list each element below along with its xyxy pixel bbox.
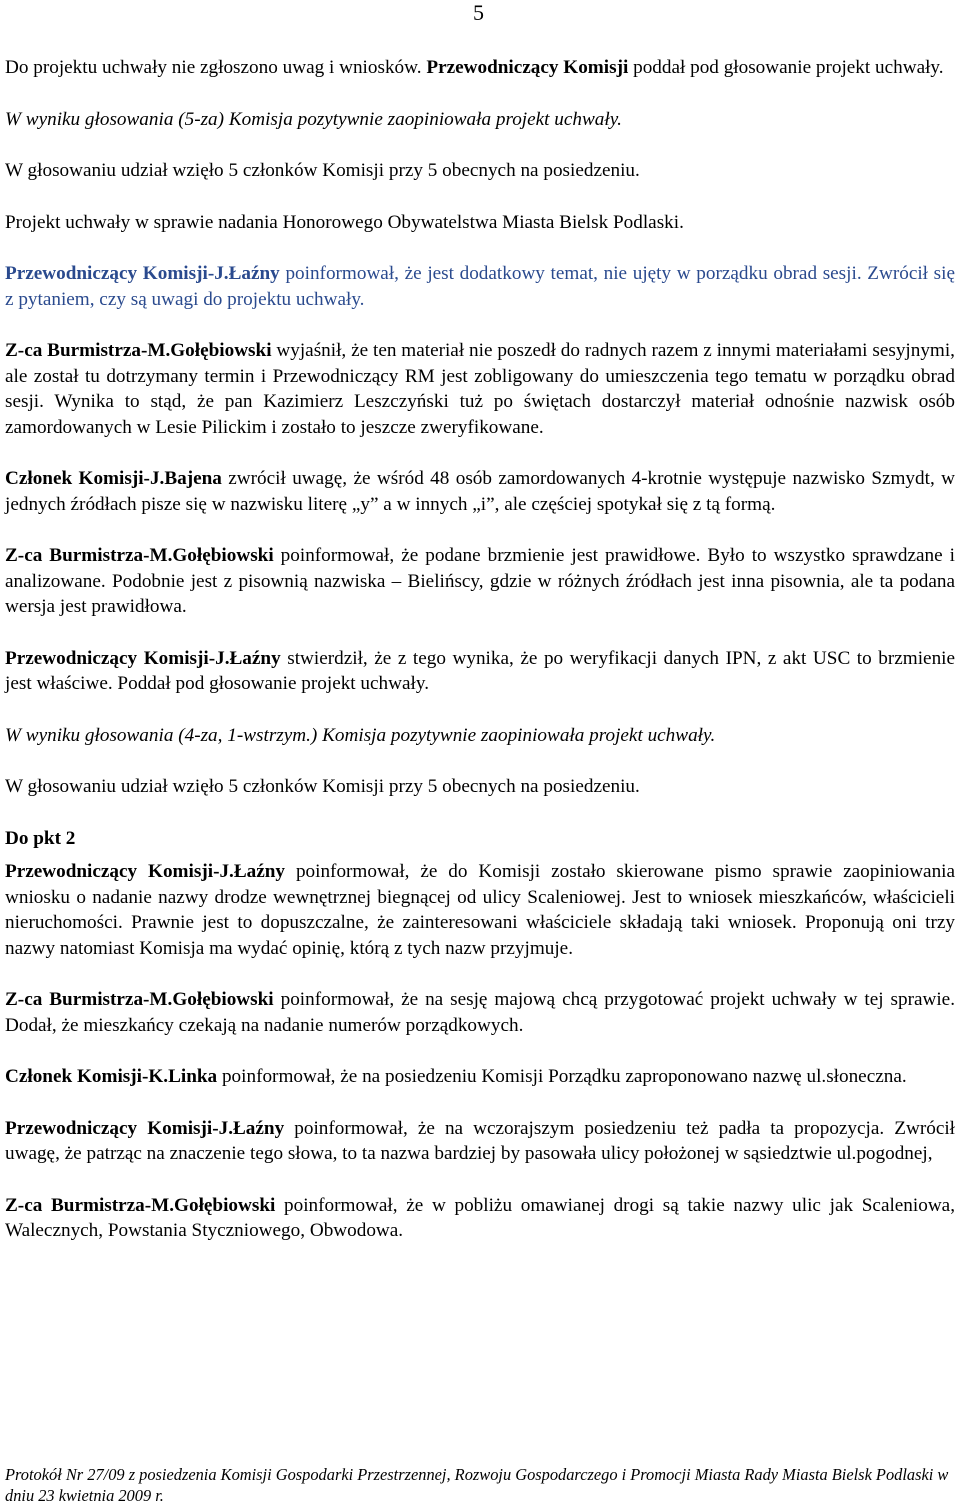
speaker-name: Przewodniczący Komisji-J.Łaźny (5, 647, 281, 669)
paragraph-5 (5, 261, 955, 312)
voting-attendance-1: W głosowaniu udział wzięło 5 członków Komisji przy 5 obecnych na posiedzeniu. (5, 160, 640, 181)
speaker-name: Członek Komisji-K.Linka (5, 1066, 218, 1087)
paragraph-1-rest: poddał pod głosowanie projekt uchwały. (628, 57, 944, 78)
voting-attendance-2: W głosowaniu udział wzięło 5 członków Komisji przy 5 obecnych na posiedzeniu. (5, 776, 640, 797)
paragraph-5-text: poinformował, że jest dodatkowy temat, nie ujęty w porządku obrad sesji. Zwrócił się z pytaniem, czy są uwagi do projektu uchwały. (5, 263, 955, 310)
speaker-name: Przewodniczący Komisji-J.Łaźny (5, 263, 280, 284)
paragraph-15 (5, 1116, 955, 1167)
voting-result-2: W wyniku głosowania (4-za, 1-wstrzym.) Komisja pozytywnie zaopiniowała projekt uchwały. (5, 724, 716, 746)
paragraph-16-text: poinformował, że w pobliżu omawianej drogi są takie nazwy ulic jak Scaleniowa, Walecznych, Powstania Styczniowego, Obwodowa. (5, 1194, 955, 1241)
paragraph-13-text: poinformował, że na sesję majową chcą przygotować projekt uchwały w tej sprawie. Dodał, że mieszkańcy czekają na nadanie numerów porządkowych. (5, 989, 955, 1036)
voting-result-1: W wyniku głosowania (5-za) Komisja pozytywnie zaopiniowała projekt uchwały. (5, 108, 622, 130)
paragraph-1-text: Do projektu uchwały nie zgłoszono uwag i wniosków. (5, 57, 427, 78)
section-heading: Do pkt 2 (5, 827, 76, 849)
paragraph-6-text: wyjaśnił, że ten materiał nie poszedł do radnych razem z innymi materiałami sesyjnymi, ale został tu dotrzymany termin i Przewodniczący RM jest zobligowany do umieszczenia tego tematu w porządku obrad sesji. Wynika to stąd, że pan Kazimierz Leszczyński tuż po świętach dostarczył materiał odnośnie nazwisk osób zamordowanych w Lesie Pilickim i zostało to jeszcze zweryfikowane. (5, 340, 955, 438)
speaker-name: Przewodniczący Komisji-J.Łaźny (5, 1117, 285, 1139)
speaker-name: Przewodniczący Komisji-J.Łaźny (5, 861, 286, 882)
paragraph-15-text: poinformował, że na wczorajszym posiedzeniu też padła ta propozycja. Zwrócił uwagę, że patrząc na znaczenie tego słowa, to ta nazwa bardziej by pasowała ulicy położonej w sąsiedztwie ul.pogodnej, (5, 1117, 955, 1164)
speaker-name: Członek Komisji-J.Bajena (5, 468, 222, 489)
page-number: 5 (473, 0, 484, 25)
resolution-title: Projekt uchwały w sprawie nadania Honorowego Obywatelstwa Miasta Bielsk Podlaski. (5, 211, 684, 233)
speaker-name: Z-ca Burmistrza-M.Gołębiowski (5, 545, 274, 566)
paragraph-8-text: poinformował, że podane brzmienie jest prawidłowe. Było to wszystko sprawdzane i analizowane. Podobnie jest z pisownią nazwiska – Bielińscy, gdzie w różnych źródłach jest inna pisownia, ale ta podana wersja jest prawidłowa. (5, 545, 955, 617)
page-footer: Protokół Nr 27/09 z posiedzenia Komisji Gospodarki Przestrzennej, Rozwoju Gospodarczego i Promocji Miasta Rady Miasta Bielsk Podlaski w dniu 23 kwietnia 2009 r. (5, 1465, 949, 1505)
paragraph-7 (5, 466, 955, 517)
paragraph-13 (5, 987, 955, 1038)
paragraph-14 (5, 1064, 955, 1090)
paragraph-12 (5, 859, 955, 961)
paragraph-9-text: stwierdził, że z tego wynika, że po weryfikacji danych IPN, z akt USC to brzmienie jest właściwe. Poddał pod głosowanie projekt uchwały. (5, 647, 956, 694)
paragraph-7-text: zwrócił uwagę, że wśród 48 osób zamordowanych 4-krotnie występuje nazwisko Szmydt, w jednych źródłach pisze się w nazwisku literę „y” a w innych „i”, ale częściej spotykał się z tą formą. (5, 468, 955, 515)
paragraph-1 (5, 55, 955, 81)
paragraph-16 (5, 1193, 955, 1244)
paragraph-6 (5, 338, 955, 440)
speaker-name: Z-ca Burmistrza-M.Gołębiowski (5, 340, 272, 361)
speaker-name: Z-ca Burmistrza-M.Gołębiowski (5, 989, 274, 1010)
speaker-name: Przewodniczący Komisji (426, 57, 629, 78)
document-body (5, 55, 955, 1270)
paragraph-14-text: poinformował, że na posiedzeniu Komisji Porządku zaproponowano nazwę ul.słoneczna. (217, 1066, 907, 1087)
paragraph-12-text: poinformował, że do Komisji zostało skierowane pismo sprawie zaopiniowania wniosku o nadanie nazwy drodze wewnętrznej biegnącej od ulicy Scaleniowej. Jest to wniosek mieszkańców, właścicieli nieruchomości. Prawnie jest to dopuszczalne, że zainteresowani właściciele składają taki wniosek. Proponują oni trzy nazwy natomiast Komisja ma wydać opinię, którą z tych nazw przyjmuje. (5, 861, 956, 959)
speaker-name: Z-ca Burmistrza-M.Gołębiowski (5, 1194, 276, 1216)
paragraph-8 (5, 543, 955, 620)
paragraph-9 (5, 646, 955, 697)
